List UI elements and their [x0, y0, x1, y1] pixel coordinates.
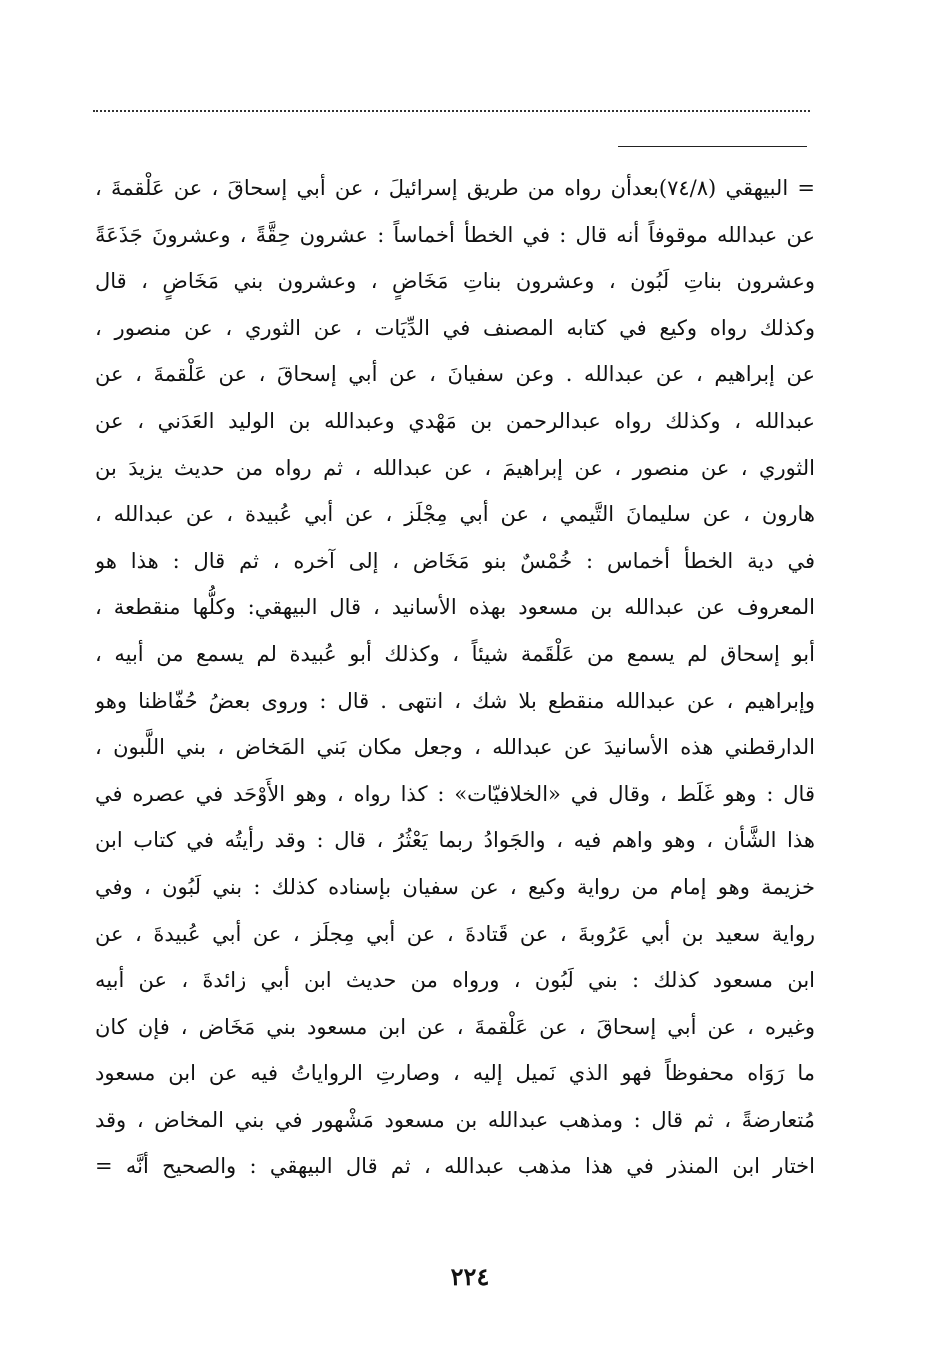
header-dotted-rule — [93, 110, 810, 112]
text-line: هارون ، عن سليمانَ التَّيمي ، عن أبي مِجْلَز ، عن أبي عُبيدة ، عن عبدالله ، — [95, 502, 815, 527]
text-line: ابن مسعود كذلك : بني لَبُون ، ورواه من حديث ابن أبي زائدةَ ، عن أبيه — [95, 968, 815, 993]
footnote-text-block — [95, 165, 815, 1190]
footnote-separator-rule — [618, 146, 807, 147]
text-line: قال : وهو غَلَط ، وقال في «الخلافيّات» : كذا رواه ، وهو الأَوْحَد في عصره في — [95, 781, 815, 806]
text-line: الدارقطني هذه الأسانيدَ عن عبدالله ، وجعل مكان بَني المَخاض ، بني اللَّبون ، — [95, 735, 815, 760]
text-line: وإبراهيم ، عن عبدالله منقطع بلا شك ، انتهى . قال : وروى بعضُ حُفّاظنا وهو — [95, 688, 815, 713]
text-line: مُتعارضةً ، ثم قال : ومذهب عبدالله بن مسعود مَشْهور في بني المخاض ، وقد — [95, 1107, 815, 1132]
text-line: الثوري ، عن منصور ، عن إبراهيمَ ، عن عبدالله ، ثم رواه من حديث يزيدَ بن — [95, 455, 815, 480]
text-line: عن إبراهيم ، عن عبدالله . وعن سفيانَ ، عن أبي إسحاقَ ، عن عَلْقمةَ ، عن — [95, 362, 815, 387]
text-line: أبو إسحاق لم يسمع من عَلْقَمة شيئاً ، وكذلك أبو عُبيدة لم يسمع من أبيه ، — [95, 641, 815, 666]
page-number: ٢٢٤ — [450, 1262, 490, 1291]
text-line: = البيهقي (٧٤/٨)بعدأن رواه من طريق إسرائيلَ ، عن أبي إسحاقَ ، عن عَلْقمةَ ، — [95, 176, 815, 200]
text-line: وعشرون بناتِ لَبُون ، وعشرون بناتِ مَخَاضٍ ، وعشرون بني مَخَاضٍ ، قال — [95, 269, 815, 294]
text-line: وكذلك رواه وكيع في كتابه المصنف في الدِّيَات ، عن الثوري ، عن منصور ، — [95, 315, 815, 340]
text-line: وغيره ، عن أبي إسحاقَ ، عن عَلْقمةَ ، عن ابن مسعود بني مَخَاض ، فإن كان — [95, 1014, 815, 1039]
text-line: المعروف عن عبدالله بن مسعود بهذه الأسانيد ، قال البيهقي: وكلُّها منقطعة ، — [95, 595, 815, 620]
text-line: هذا الشَّأن ، وهو واهم فيه ، والجَوادُ ربما يَعْثُرُ ، قال : وقد رأيتُه في كتاب ابن — [95, 828, 815, 853]
text-line: اختار ابن المنذر في هذا مذهب عبدالله ، ثم قال البيهقي : والصحيح أنَّه = — [95, 1154, 815, 1179]
text-line: ما رَوَاه محفوظاً فهو الذي نَميل إليه ، وصارتِ الرواياتُ فيه عن ابن مسعود — [95, 1061, 815, 1086]
text-line: رواية سعيد بن أبي عَرُوبةَ ، عن قَتادةَ ، عن أبي مِجلَز ، عن أبي عُبيدةَ ، عن — [95, 921, 815, 946]
text-line: خزيمة وهو إمام من رواية وكيع ، عن سفيان بإسناده كذلك : بني لَبُون ، وفي — [95, 874, 815, 899]
text-line: في دية الخطأ أخماس : خُمْسٌ بنو مَخَاض ، إلى آخره ، ثم قال : هذا هو — [95, 548, 815, 573]
text-line: عبدالله ، وكذلك رواه عبدالرحمن بن مَهْدي وعبدالله بن الوليد العَدَني ، عن — [95, 408, 815, 433]
text-line: عن عبدالله موقوفاً أنه قال : في الخطأ أخماساً : عشرون حِقَّةً ، وعشرونَ جَذَعَةً — [95, 222, 815, 247]
